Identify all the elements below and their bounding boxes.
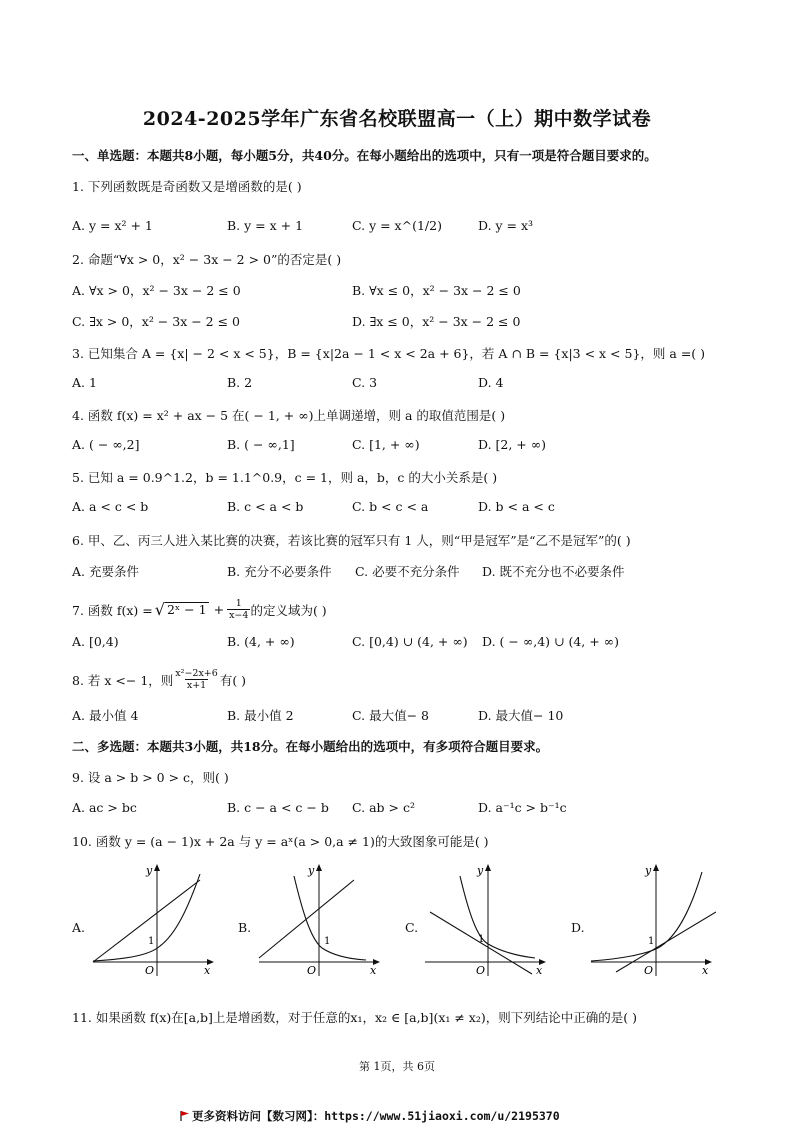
intercept-label: 1 (478, 934, 485, 945)
question-7-option-a: A. [0,4) (72, 634, 119, 649)
question-3-stem: 3. 已知集合 A = {x| − 2 < x < 5}，B = {x|2a − 1 < x < 2a + 6}，若 A ∩ B = {x|3 < x < 5}，则 a =( ) (72, 346, 706, 361)
graph-label-c: C. (405, 920, 419, 935)
section-heading-multi-choice: 二、多选题：本题共3小题，共18分。在每小题给出的选项中，有多项符合题目要求。 (72, 739, 549, 754)
question-1-option-a: A. y = x² + 1 (72, 218, 153, 233)
question-4-option-c: C. [1, + ∞) (352, 437, 420, 452)
question-2-option-c: C. ∃x > 0，x² − 3x − 2 ≤ 0 (72, 314, 240, 329)
question-3-option-a: A. 1 (72, 375, 97, 390)
question-4-option-d: D. [2, + ∞) (478, 437, 547, 452)
promo-text: 更多资料访问【数习网】：https://www.51jiaoxi.com/u/2195370 (192, 1109, 560, 1123)
origin-label: O (307, 964, 317, 977)
line-curve (93, 880, 200, 962)
y-axis-label: y (146, 864, 153, 877)
y-axis-label: y (308, 864, 315, 877)
x-axis-label: x (370, 964, 377, 977)
y-axis-arrow-icon (154, 864, 160, 871)
section-heading-single-choice: 一、单选题：本题共8小题，每小题5分，共40分。在每小题给出的选项中，只有一项是符合题目要求的。 (72, 148, 657, 163)
question-4-option-b: B. ( − ∞,1] (227, 437, 295, 452)
exponential-curve (460, 876, 535, 958)
question-9-option-d: D. a⁻¹c > b⁻¹c (478, 800, 567, 815)
question-7-stem: 7. 函数 f(x) = √ 2ˣ − 1 + $\frac{1}{x-4}$ 的定义域为( ) (72, 598, 327, 621)
question-9-option-a: A. ac > bc (72, 800, 137, 815)
graph-d (586, 858, 716, 978)
question-2-option-d: D. ∃x ≤ 0，x² − 3x − 2 ≤ 0 (352, 314, 521, 329)
y-axis-label: y (477, 864, 484, 877)
question-5-stem: 5. 已知 a = 0.9^1.2，b = 1.1^0.9，c = 1，则 a，b，c 的大小关系是( ) (72, 470, 498, 485)
x-axis-label: x (536, 964, 543, 977)
question-1-option-b: B. y = x + 1 (227, 218, 304, 233)
graph-a (88, 858, 218, 978)
question-1-stem: 1. 下列函数既是奇函数又是增函数的是( ) (72, 179, 302, 194)
y-axis-arrow-icon (485, 864, 491, 871)
question-6-stem: 6. 甲、乙、丙三人进入某比赛的决赛，若该比赛的冠军只有 1 人，则“甲是冠军”是“乙不是冠军”的( ) (72, 533, 631, 548)
question-7-option-d: D. ( − ∞,4) ∪ (4, + ∞) (482, 634, 619, 649)
question-5-option-b: B. c < a < b (227, 499, 304, 514)
question-6-option-a: A. 充要条件 (72, 564, 139, 579)
question-9-option-b: B. c − a < c − b (227, 800, 329, 815)
question-5-option-d: D. b < a < c (478, 499, 555, 514)
question-7-option-b: B. (4, + ∞) (227, 634, 295, 649)
exponential-curve (93, 874, 200, 961)
question-10-stem: 10. 函数 y = (a − 1)x + 2a 与 y = aˣ(a > 0,a ≠ 1)的大致图象可能是( ) (72, 834, 489, 849)
fraction-denominator: x−4 (229, 610, 249, 621)
question-3-option-d: D. 4 (478, 375, 504, 390)
question-8-stem-prefix: 8. 若 x <− 1，则 (72, 672, 174, 688)
fraction-numerator: x²−2x+6 (175, 668, 218, 679)
question-9-stem: 9. 设 a > b > 0 > c，则( ) (72, 770, 229, 785)
question-7-option-c: C. [0,4) ∪ (4, + ∞) (352, 634, 468, 649)
graph-label-b: B. (238, 920, 252, 935)
question-1-option-c: C. y = x^(1/2) (352, 218, 442, 233)
question-2-stem: 2. 命题“∀x > 0，x² − 3x − 2 > 0”的否定是( ) (72, 252, 342, 267)
question-3-option-b: B. 2 (227, 375, 253, 390)
question-11-stem: 11. 如果函数 f(x)在[a,b]上是增函数，对于任意的x₁，x₂ ∈ [a,b](x₁ ≠ x₂)，则下列结论中正确的是( ) (72, 1010, 637, 1025)
question-6-option-d: D. 既不充分也不必要条件 (482, 564, 625, 579)
sqrt-expression (155, 600, 209, 619)
intercept-label: 1 (648, 936, 655, 947)
graph-c (420, 858, 550, 978)
question-5-option-c: C. b < c < a (352, 499, 429, 514)
graph-b (254, 858, 384, 978)
flag-icon (180, 1110, 189, 1120)
page-title: 2024-2025学年广东省名校联盟高一（上）期中数学试卷 (142, 108, 652, 130)
x-axis-label: x (204, 964, 211, 977)
promo-link[interactable] (180, 1108, 560, 1124)
question-3-option-c: C. 3 (352, 375, 378, 390)
graph-label-a: A. (72, 920, 86, 935)
question-8-option-d: D. 最大值− 10 (478, 708, 564, 723)
question-6-option-b: B. 充分不必要条件 (227, 564, 332, 579)
origin-label: O (476, 964, 486, 977)
intercept-label: 1 (324, 936, 331, 947)
question-4-stem: 4. 函数 f(x) = x² + ax − 5 在( − 1, + ∞)上单调递增，则 a 的取值范围是( ) (72, 408, 506, 423)
intercept-label: 1 (148, 936, 155, 947)
y-axis-arrow-icon (653, 864, 659, 871)
question-4-option-a: A. ( − ∞,2] (72, 437, 140, 452)
exponential-curve (591, 872, 702, 961)
graph-label-d: D. (571, 920, 585, 935)
question-8-stem (72, 668, 246, 691)
question-8-option-a: A. 最小值 4 (72, 708, 139, 723)
question-2-option-b: B. ∀x ≤ 0，x² − 3x − 2 ≤ 0 (352, 283, 521, 298)
sqrt-radicand: 2ˣ − 1 (166, 602, 207, 617)
question-1-option-d: D. y = x³ (478, 218, 534, 233)
question-6-option-c: C. 必要不充分条件 (355, 564, 460, 579)
question-8-option-b: B. 最小值 2 (227, 708, 294, 723)
page-number: 第 1页，共 6页 (359, 1060, 435, 1073)
y-axis-label: y (645, 864, 652, 877)
y-axis-arrow-icon (316, 864, 322, 871)
question-5-option-a: A. a < c < b (72, 499, 149, 514)
question-9-option-c: C. ab > c² (352, 800, 415, 815)
fraction (175, 668, 218, 691)
x-axis-label: x (702, 964, 709, 977)
fraction-denominator: x+1 (186, 680, 207, 691)
question-8-option-c: C. 最大值− 8 (352, 708, 429, 723)
question-8-stem-suffix: 有( ) (219, 672, 247, 688)
origin-label: O (145, 964, 155, 977)
exponential-curve (294, 876, 366, 960)
fraction-numerator: 1 (235, 598, 242, 609)
question-7-stem-prefix: 7. 函数 f(x) = (72, 602, 153, 618)
question-7-stem-suffix: 的定义域为( ) (250, 602, 327, 618)
origin-label: O (644, 964, 654, 977)
question-2-option-a: A. ∀x > 0，x² − 3x − 2 ≤ 0 (72, 283, 241, 298)
fraction (227, 598, 250, 621)
sqrt-icon: √ (154, 600, 165, 619)
